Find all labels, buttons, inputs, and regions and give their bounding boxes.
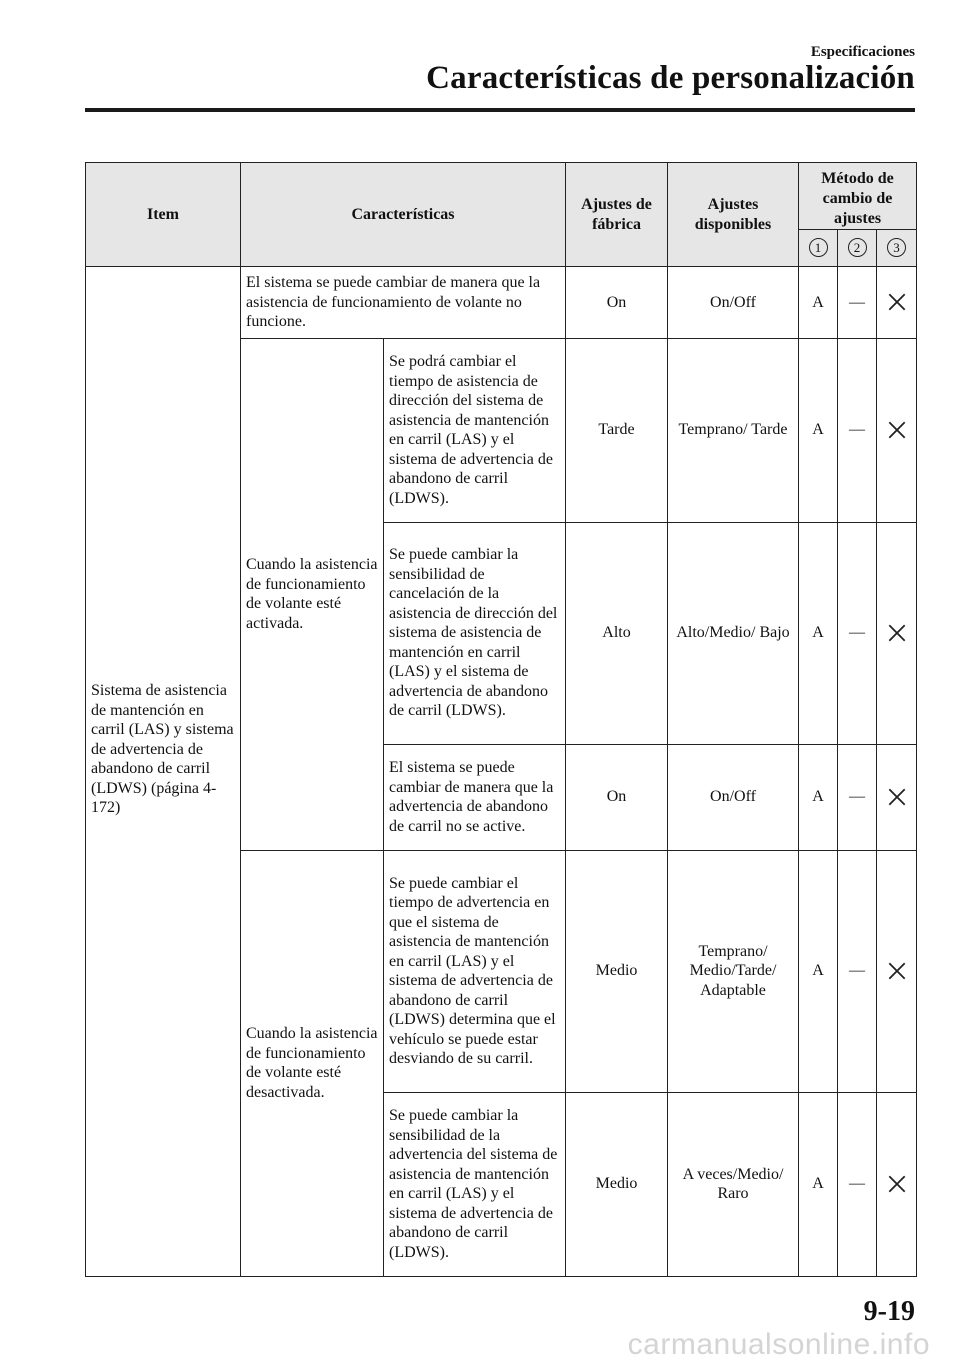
circled-number-2: 2: [848, 238, 867, 257]
method-2-value: —: [838, 522, 877, 744]
method-1-header: [799, 230, 838, 267]
method-1-value: A: [799, 850, 838, 1092]
factory-setting: Alto: [566, 522, 668, 744]
feature-cell: Se puede cambiar el tiempo de advertencia en que el sistema de asistencia de mantención en carril (LAS) y el sistema de advertencia de abandono de carril (LDWS) determina que el vehículo se puede estar desviando de su carril.: [384, 850, 566, 1092]
circled-number-1: 1: [809, 238, 828, 257]
table-header-row: [86, 163, 917, 230]
item-cell: Sistema de asistencia de mantención en carril (LAS) y sistema de advertencia de abandono de carril (LDWS) (página 4-172): [86, 267, 241, 1277]
header-ajustes-disponibles: Ajustes disponibles: [668, 163, 799, 267]
method-2-value: —: [838, 1092, 877, 1276]
feature-cell: Se podrá cambiar el tiempo de asistencia de dirección del sistema de asistencia de mantención en carril (LAS) y el sistema de advertencia de abandono de carril (LDWS).: [384, 338, 566, 522]
cross-mark-icon: [886, 291, 908, 313]
circled-number-3: 3: [887, 238, 906, 257]
feature-cell: Se puede cambiar la sensibilidad de la advertencia del sistema de asistencia de mantención en carril (LAS) y el sistema de advertencia de abandono de carril (LDWS).: [384, 1092, 566, 1276]
method-2-value: —: [838, 744, 877, 850]
watermark-text: carmanualsonline.info: [627, 1328, 930, 1361]
page-number: 9-19: [863, 1296, 915, 1327]
header-item: Item: [86, 163, 241, 267]
available-settings: Temprano/ Medio/Tarde/ Adaptable: [668, 850, 799, 1092]
available-settings: On/Off: [668, 267, 799, 339]
condition-cell: Cuando la asistencia de funcionamiento de volante esté desactivada.: [241, 850, 384, 1276]
cross-mark-icon: [886, 419, 908, 441]
method-3-value: [877, 338, 917, 522]
method-3-value: [877, 267, 917, 339]
cross-mark-icon: [886, 960, 908, 982]
method-2-header: [838, 230, 877, 267]
factory-setting: On: [566, 744, 668, 850]
customization-table: [85, 162, 917, 1277]
method-2-value: —: [838, 267, 877, 339]
available-settings: A veces/Medio/ Raro: [668, 1092, 799, 1276]
method-3-header: [877, 230, 917, 267]
factory-setting: On: [566, 267, 668, 339]
factory-setting: Tarde: [566, 338, 668, 522]
available-settings: On/Off: [668, 744, 799, 850]
method-3-value: [877, 522, 917, 744]
method-1-value: A: [799, 522, 838, 744]
available-settings: Temprano/ Tarde: [668, 338, 799, 522]
cross-mark-icon: [886, 622, 908, 644]
method-3-value: [877, 850, 917, 1092]
method-1-value: A: [799, 1092, 838, 1276]
condition-cell: Cuando la asistencia de funcionamiento de volante esté activada.: [241, 338, 384, 850]
method-1-value: A: [799, 267, 838, 339]
method-2-value: —: [838, 850, 877, 1092]
method-3-value: [877, 744, 917, 850]
feature-cell: El sistema se puede cambiar de manera que la asistencia de funcionamiento de volante no funcione.: [241, 267, 566, 339]
factory-setting: Medio: [566, 850, 668, 1092]
method-1-value: A: [799, 338, 838, 522]
header-ajustes-fabrica: Ajustes de fábrica: [566, 163, 668, 267]
header-metodo: Método de cambio de ajustes: [799, 163, 917, 230]
method-1-value: A: [799, 744, 838, 850]
section-title: Especificaciones: [810, 44, 915, 60]
method-2-value: —: [838, 338, 877, 522]
header-caracteristicas: Características: [241, 163, 566, 267]
feature-cell: Se puede cambiar la sensibilidad de cancelación de la asistencia de dirección del sistema de asistencia de mantención en carril (LAS) y el sistema de advertencia de abandono de carril (LDWS).: [384, 522, 566, 744]
method-3-value: [877, 1092, 917, 1276]
table-row: [86, 267, 917, 339]
header-rule: [85, 108, 915, 112]
page-title: Características de personalización: [426, 60, 915, 96]
feature-cell: El sistema se puede cambiar de manera que la advertencia de abandono de carril no se active.: [384, 744, 566, 850]
available-settings: Alto/Medio/ Bajo: [668, 522, 799, 744]
cross-mark-icon: [886, 1173, 908, 1195]
factory-setting: Medio: [566, 1092, 668, 1276]
cross-mark-icon: [886, 786, 908, 808]
